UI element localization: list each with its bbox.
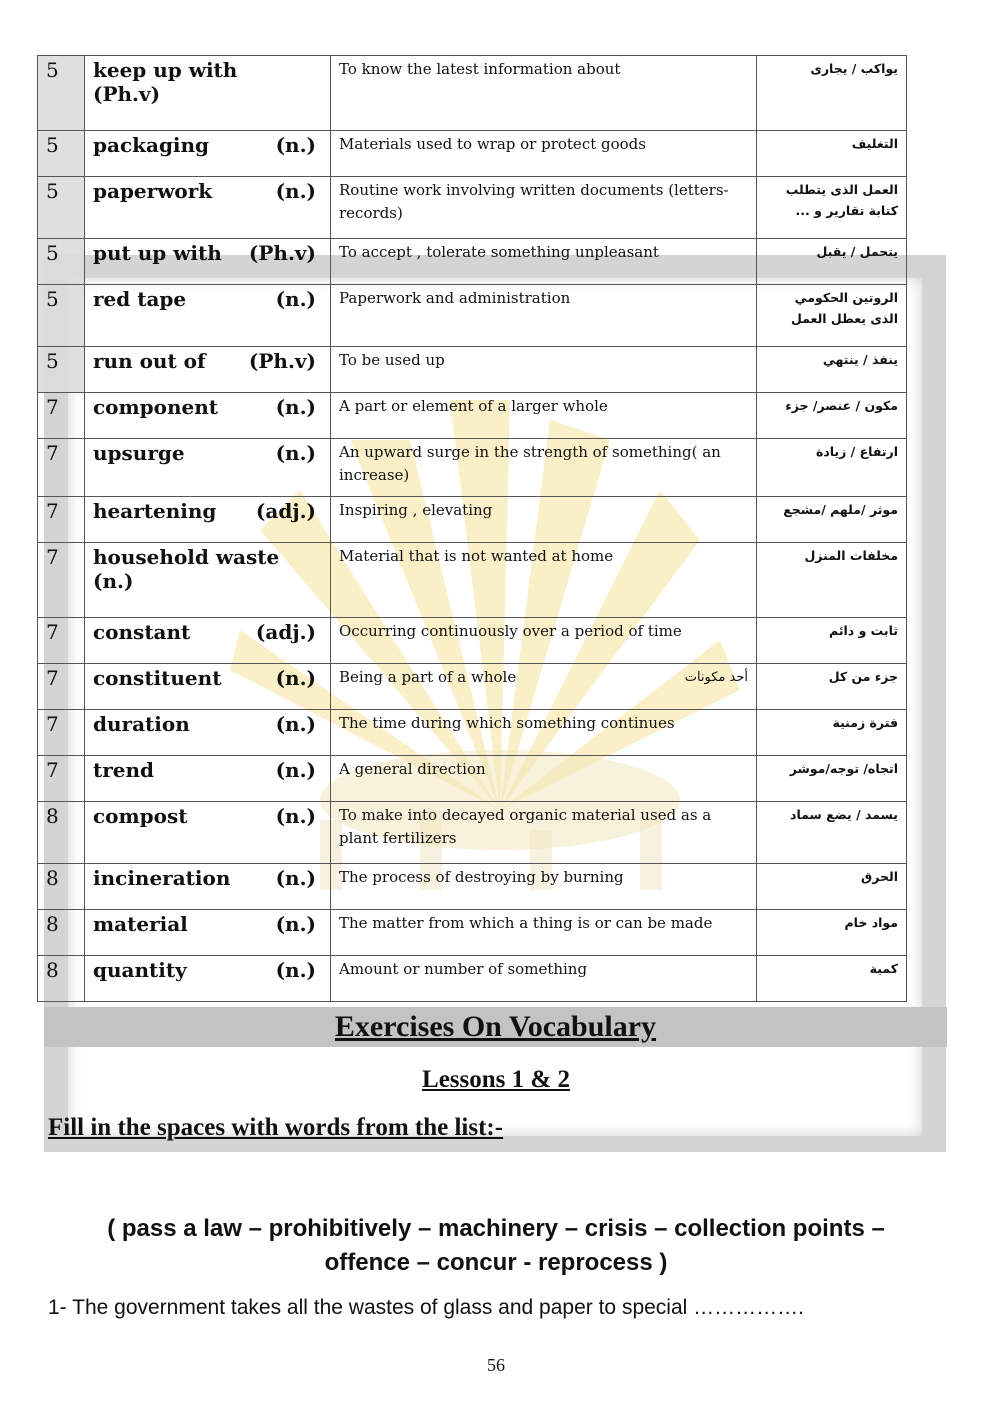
arabic-translation: مخلفات المنزل: [757, 543, 907, 618]
part-of-speech: (n.): [275, 912, 316, 936]
definition-text: To accept , tolerate something unpleasant: [339, 243, 659, 261]
definition-cell: [331, 347, 757, 393]
definition-cell: [331, 56, 757, 131]
lesson-number: 7: [38, 710, 85, 756]
part-of-speech: (adj.): [255, 499, 316, 523]
part-of-speech: (Ph.v): [93, 82, 161, 106]
part-of-speech: (Ph.v): [248, 241, 316, 265]
definition-cell: [331, 239, 757, 285]
definition-cell: [331, 864, 757, 910]
word-term: put up with: [93, 241, 222, 265]
word-cell: [85, 177, 331, 239]
definition-text: To make into decayed organic material used as a plant fertilizers: [339, 806, 712, 847]
word-term: keep up with: [93, 58, 238, 82]
definition-cell: [331, 177, 757, 239]
definition-text: To know the latest information about: [339, 60, 621, 78]
word-cell: [85, 285, 331, 347]
word-cell: [85, 347, 331, 393]
word-cell: [85, 710, 331, 756]
arabic-translation: فترة زمنية: [757, 710, 907, 756]
definition-cell: [331, 497, 757, 543]
definition-cell: [331, 956, 757, 1002]
lesson-number: 8: [38, 802, 85, 864]
lesson-number: 5: [38, 131, 85, 177]
definition-cell: [331, 543, 757, 618]
part-of-speech: (n.): [275, 712, 316, 736]
definition-text: To be used up: [339, 351, 445, 369]
word-cell: [85, 497, 331, 543]
definition-text: Amount or number of something: [339, 960, 588, 978]
definition-text: The matter from which a thing is or can be made: [339, 914, 713, 932]
definition-cell: [331, 756, 757, 802]
word-cell: [85, 439, 331, 497]
arabic-translation: كمية: [757, 956, 907, 1002]
part-of-speech: (n.): [275, 287, 316, 311]
arabic-translation: ينفذ / ينتهي: [757, 347, 907, 393]
word-term: heartening: [93, 499, 217, 523]
lesson-number: 5: [38, 285, 85, 347]
arabic-translation: يسمد / يضع سماد: [757, 802, 907, 864]
part-of-speech: (n.): [275, 441, 316, 465]
definition-arabic-note: أحد مكونات: [684, 670, 748, 685]
word-term: constant: [93, 620, 191, 644]
word-cell: [85, 910, 331, 956]
definition-cell: [331, 618, 757, 664]
definition-cell: [331, 710, 757, 756]
lessons-title: Lessons 1 & 2: [422, 1066, 570, 1093]
word-cell: [85, 393, 331, 439]
part-of-speech: (n.): [275, 866, 316, 890]
arabic-translation: اتجاه/ توجه/موشر: [757, 756, 907, 802]
section-title: Exercises On Vocabulary: [334, 1010, 657, 1043]
vocabulary-row: [38, 497, 907, 543]
arabic-translation: موثر /ملهم /مشجع: [757, 497, 907, 543]
arabic-translation: مواد خام: [757, 910, 907, 956]
word-bank-line-1: ( pass a law – prohibitively – machinery – crisis – collection points –: [107, 1215, 885, 1242]
vocabulary-row: [38, 393, 907, 439]
lesson-number: 8: [38, 864, 85, 910]
arabic-translation: ارتفاع / زيادة: [757, 439, 907, 497]
vocabulary-row: [38, 664, 907, 710]
definition-text: A general direction: [339, 760, 486, 778]
definition-text: The process of destroying by burning: [339, 868, 624, 886]
arabic-translation: مكون / عنصر/ جزء: [757, 393, 907, 439]
word-bank-line-2: offence – concur - reprocess ): [324, 1249, 668, 1276]
word-cell: [85, 543, 331, 618]
vocabulary-row: [38, 864, 907, 910]
word-bank: [60, 1212, 932, 1280]
vocabulary-row: [38, 710, 907, 756]
part-of-speech: (n.): [93, 569, 134, 593]
definition-text: Inspiring , elevating: [339, 501, 493, 519]
definition-text: Being a part of a whole: [339, 668, 517, 686]
definition-text: Materials used to wrap or protect goods: [339, 135, 646, 153]
part-of-speech: (n.): [275, 395, 316, 419]
part-of-speech: (n.): [275, 133, 316, 157]
page-number: 56: [487, 1355, 505, 1375]
lesson-number: 5: [38, 56, 85, 131]
vocabulary-row: [38, 802, 907, 864]
word-term: incineration: [93, 866, 231, 890]
vocabulary-row: [38, 56, 907, 131]
word-cell: [85, 618, 331, 664]
arabic-translation: الحرق: [757, 864, 907, 910]
word-cell: [85, 956, 331, 1002]
definition-text: The time during which something continues: [339, 714, 675, 732]
word-term: duration: [93, 712, 190, 736]
lesson-number: 7: [38, 664, 85, 710]
word-term: constituent: [93, 666, 222, 690]
definition-cell: [331, 910, 757, 956]
lesson-number: 5: [38, 177, 85, 239]
part-of-speech: (adj.): [255, 620, 316, 644]
section-header-bar: [44, 1007, 947, 1047]
definition-text: A part or element of a larger whole: [339, 397, 608, 415]
question-1: 1- The government takes all the wastes of glass and paper to special …………….: [48, 1296, 804, 1319]
vocabulary-row: [38, 239, 907, 285]
word-term: quantity: [93, 958, 187, 982]
exercise-instruction: Fill in the spaces with words from the list:-: [48, 1114, 504, 1141]
vocabulary-row: [38, 956, 907, 1002]
part-of-speech: (n.): [275, 758, 316, 782]
word-term: component: [93, 395, 219, 419]
word-cell: [85, 664, 331, 710]
definition-cell: [331, 131, 757, 177]
lesson-number: 7: [38, 393, 85, 439]
vocabulary-row: [38, 543, 907, 618]
definition-cell: [331, 393, 757, 439]
lesson-number: 8: [38, 910, 85, 956]
vocabulary-row: [38, 347, 907, 393]
word-cell: [85, 239, 331, 285]
lesson-number: 5: [38, 239, 85, 285]
word-cell: [85, 756, 331, 802]
word-term: household waste: [93, 545, 280, 569]
arabic-translation: يواكب / يجارى: [757, 56, 907, 131]
lesson-number: 7: [38, 618, 85, 664]
lesson-number: 5: [38, 347, 85, 393]
part-of-speech: (Ph.v): [248, 349, 316, 373]
definition-text: An upward surge in the strength of something( an increase): [339, 443, 721, 484]
definition-text: Paperwork and administration: [339, 289, 571, 307]
word-term: compost: [93, 804, 188, 828]
part-of-speech: (n.): [275, 958, 316, 982]
arabic-translation: جزء من كل: [757, 664, 907, 710]
lesson-number: 7: [38, 543, 85, 618]
lesson-number: 7: [38, 756, 85, 802]
vocabulary-row: [38, 177, 907, 239]
word-term: upsurge: [93, 441, 185, 465]
arabic-translation: الروتين الحكومي الذى يعطل العمل: [757, 285, 907, 347]
definition-cell: [331, 439, 757, 497]
arabic-translation: العمل الذى يتطلب كتابة تقارير و ...: [757, 177, 907, 239]
arabic-translation: ثابت و دائم: [757, 618, 907, 664]
vocabulary-row: [38, 910, 907, 956]
word-term: run out of: [93, 349, 206, 373]
vocabulary-row: [38, 285, 907, 347]
word-cell: [85, 131, 331, 177]
definition-cell: [331, 664, 757, 710]
definition-text: Occurring continuously over a period of time: [339, 622, 682, 640]
word-cell: [85, 56, 331, 131]
word-term: red tape: [93, 287, 187, 311]
lesson-number: 7: [38, 497, 85, 543]
word-cell: [85, 802, 331, 864]
vocabulary-row: [38, 618, 907, 664]
vocabulary-row: [38, 131, 907, 177]
part-of-speech: (n.): [275, 179, 316, 203]
vocabulary-row: [38, 439, 907, 497]
arabic-translation: يتحمل / يقبل: [757, 239, 907, 285]
part-of-speech: (n.): [275, 666, 316, 690]
word-term: paperwork: [93, 179, 213, 203]
part-of-speech: (n.): [275, 804, 316, 828]
lesson-number: 8: [38, 956, 85, 1002]
vocabulary-table: [37, 55, 907, 1002]
word-term: material: [93, 912, 188, 936]
definition-cell: [331, 285, 757, 347]
definition-cell: [331, 802, 757, 864]
vocabulary-row: [38, 756, 907, 802]
word-term: packaging: [93, 133, 210, 157]
definition-text: Routine work involving written documents (letters-records): [339, 181, 729, 222]
definition-text: Material that is not wanted at home: [339, 547, 614, 565]
word-cell: [85, 864, 331, 910]
lesson-number: 7: [38, 439, 85, 497]
word-term: trend: [93, 758, 155, 782]
arabic-translation: التغليف: [757, 131, 907, 177]
